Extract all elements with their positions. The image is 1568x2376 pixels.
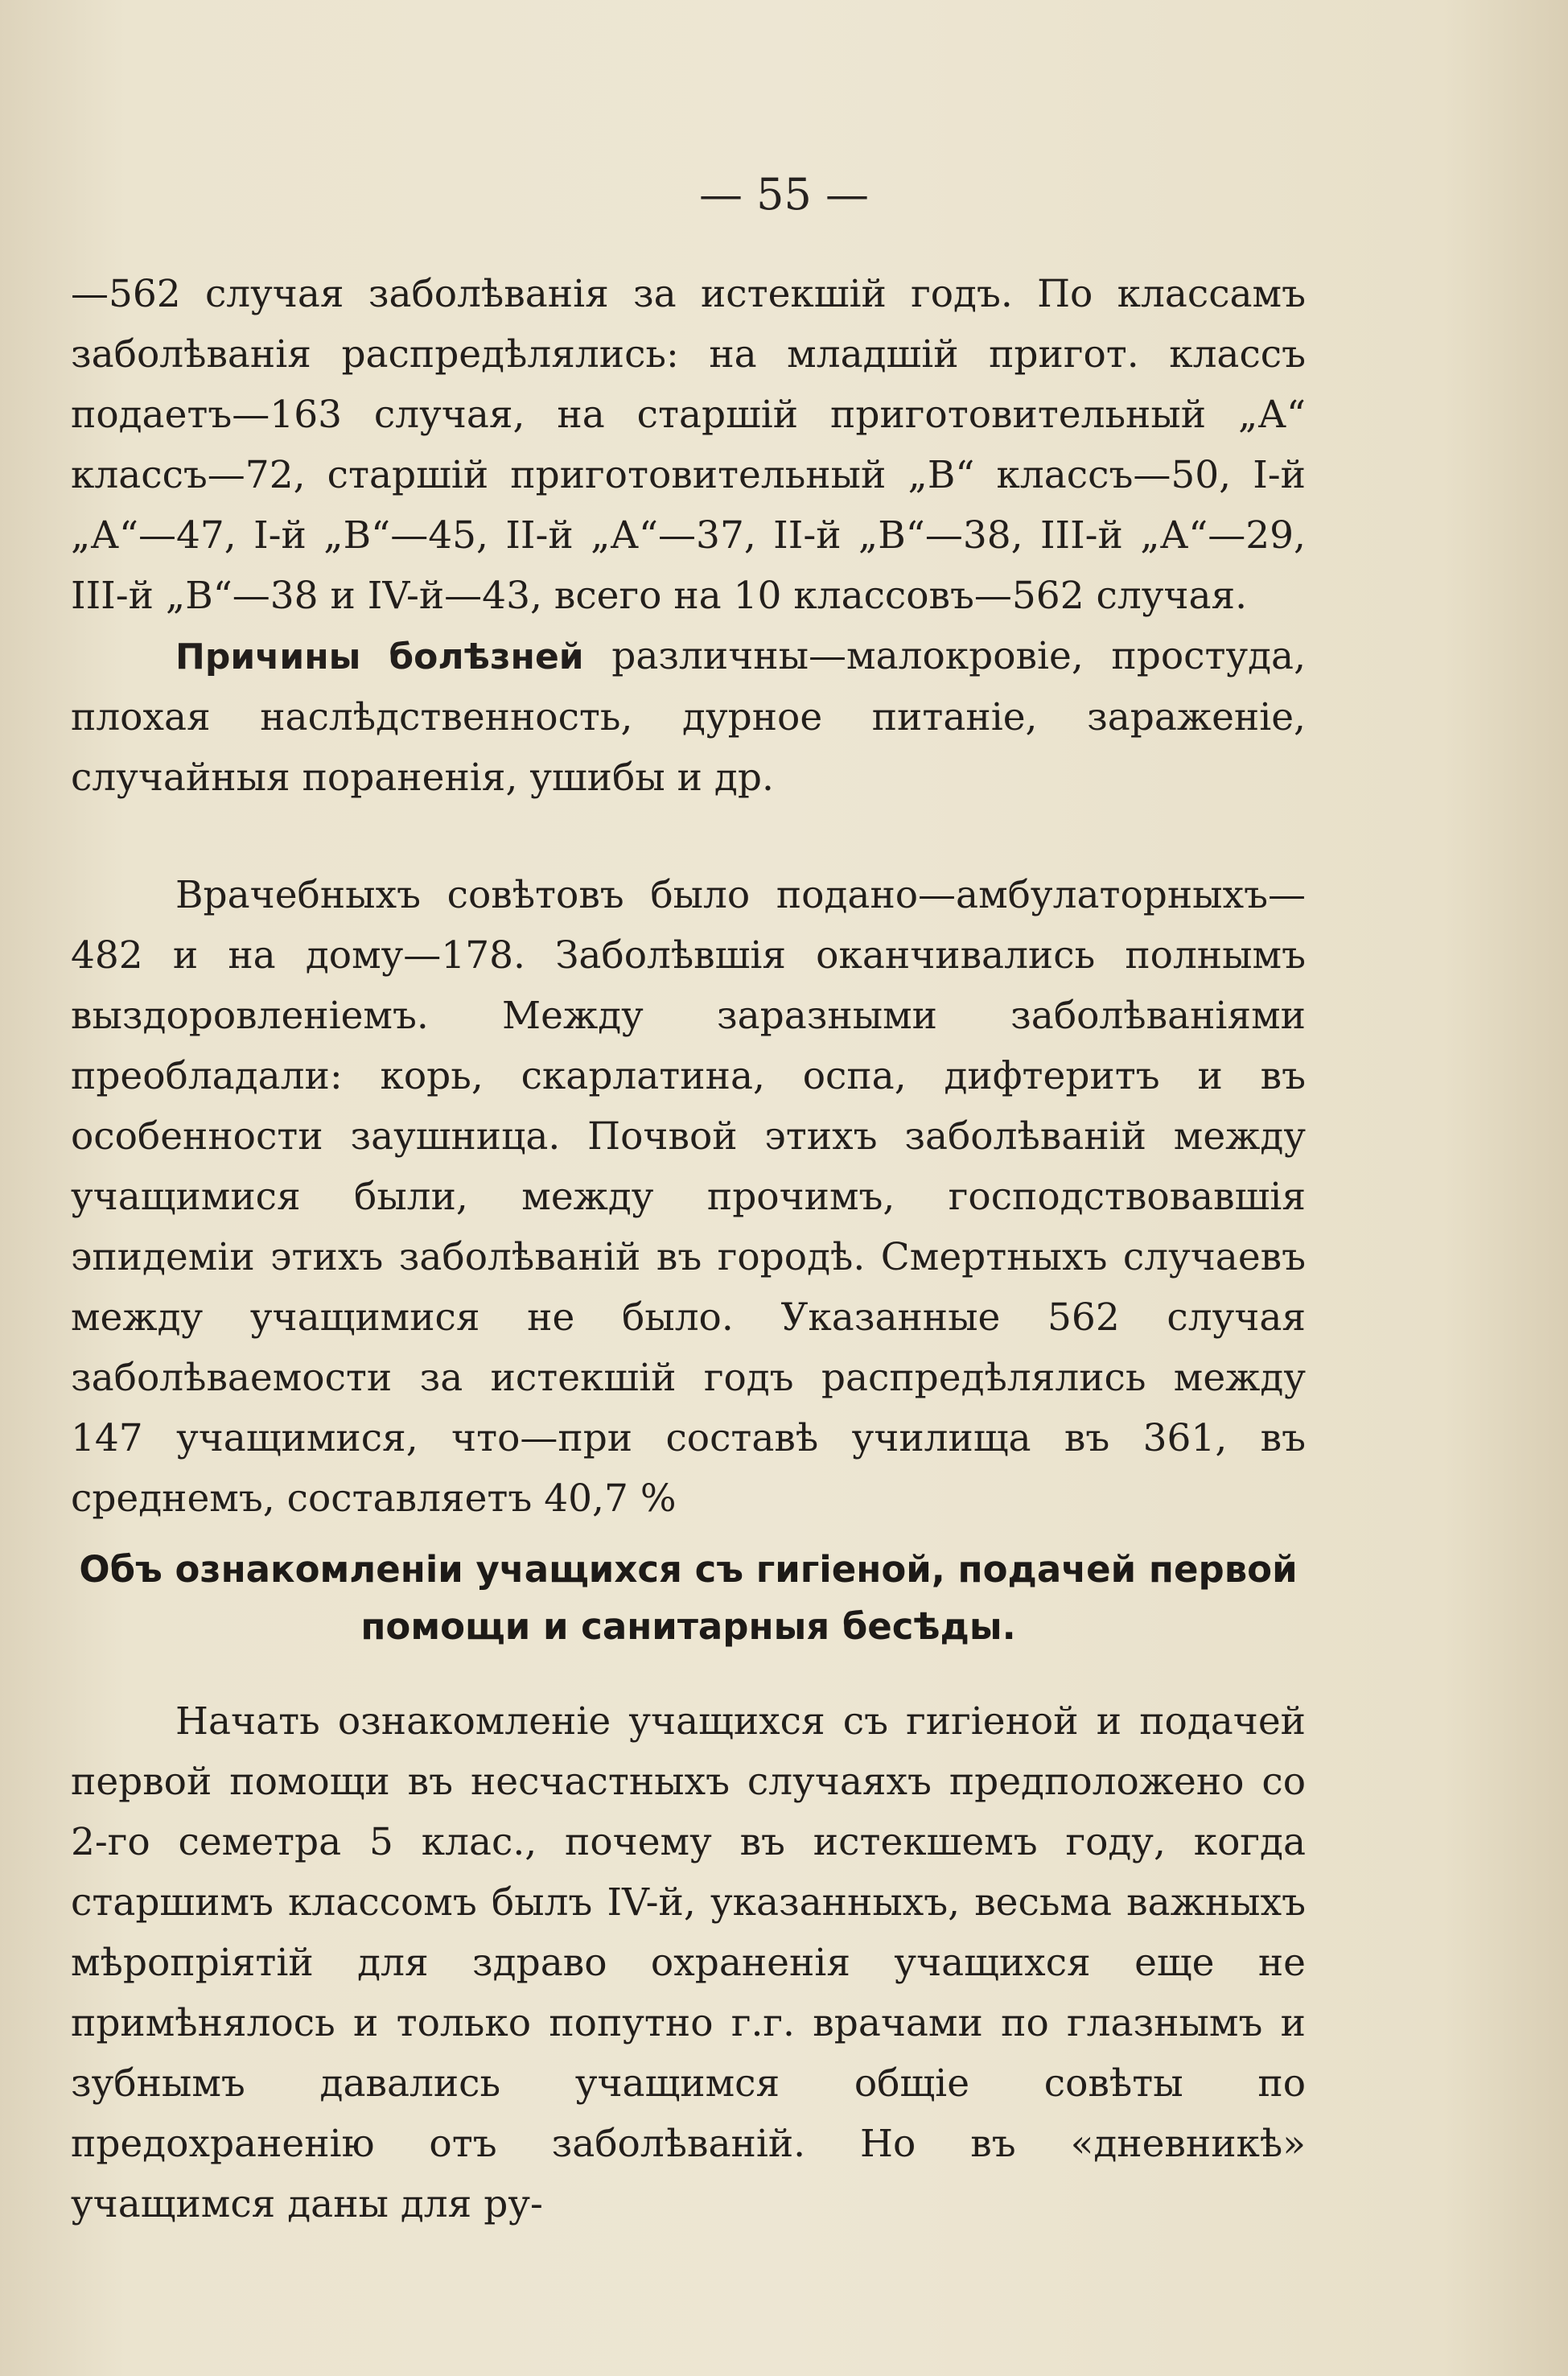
page-number: — 55 — xyxy=(698,169,870,220)
text-block-middle xyxy=(71,865,1306,1529)
paragraph-medical-advice: Врачебныхъ совѣтовъ было подано—амбулаторныхъ—482 и на дому—178. Заболѣвшія оканчивались полнымъ выздоровленіемъ. Между заразными заболѣваніями преобладали: корь, скарлатина, оспа, дифтеритъ и въ особенности заушница. Почвой этихъ заболѣваній между учащимися были, между прочимъ, господствовавшія эпидеміи этихъ заболѣваній въ городѣ. Смертныхъ случаевъ между учащимися не было. Указанные 562 случая заболѣваемости за истекшій годъ распредѣлялись между 147 учащимися, что—при составѣ училища въ 361, въ среднемъ, составляетъ 40,7 % xyxy=(71,873,1306,1521)
disease-causes-text: различны—малокровіе, простуда, плохая наслѣдственность, дурное питаніе, зараженіе, случайныя пораненія, ушибы и др. xyxy=(71,634,1307,800)
section-heading: Объ ознакомленіи учащихся съ гигіеной, подачей первой помощи и санитарныя бесѣды. xyxy=(79,1548,1298,1648)
paragraph-hygiene: Начать ознакомленіе учащихся съ гигіеной и подачей первой помощи въ несчастныхъ случаяхъ предположено со 2-го семетра 5 клас., почему въ истекшемъ году, когда старшимъ классомъ былъ IV-й, указанныхъ, весьма важныхъ мѣропріятій для здраво охраненія учащихся еще не примѣнялось и только попутно г.г. врачами по глазнымъ и зубнымъ давались учащимся общіе совѣты по предохраненію отъ заболѣваній. Но въ «дневникѣ» учащимся даны для ру- xyxy=(71,1699,1306,2226)
disease-causes-lead: Причины болѣзней xyxy=(175,636,584,677)
paragraph-disease-causes xyxy=(71,626,1306,808)
paragraph-case-distribution: —562 случая заболѣванія за истекшій годъ. По классамъ заболѣванія распредѣлялись: на младшій пригот. классъ подаетъ—163 случая, на старшій приготовительный „А“ классъ—72, старшій приготовительный „В“ классъ—50, I-й „А“—47, I-й „В“—45, II-й „А“—37, II-й „В“—38, III-й „А“—29, III-й „В“—38 и IV-й—43, всего на 10 классовъ—562 случая. xyxy=(71,272,1306,618)
text-block-top xyxy=(71,264,1306,808)
text-block-bottom xyxy=(71,1691,1306,2234)
